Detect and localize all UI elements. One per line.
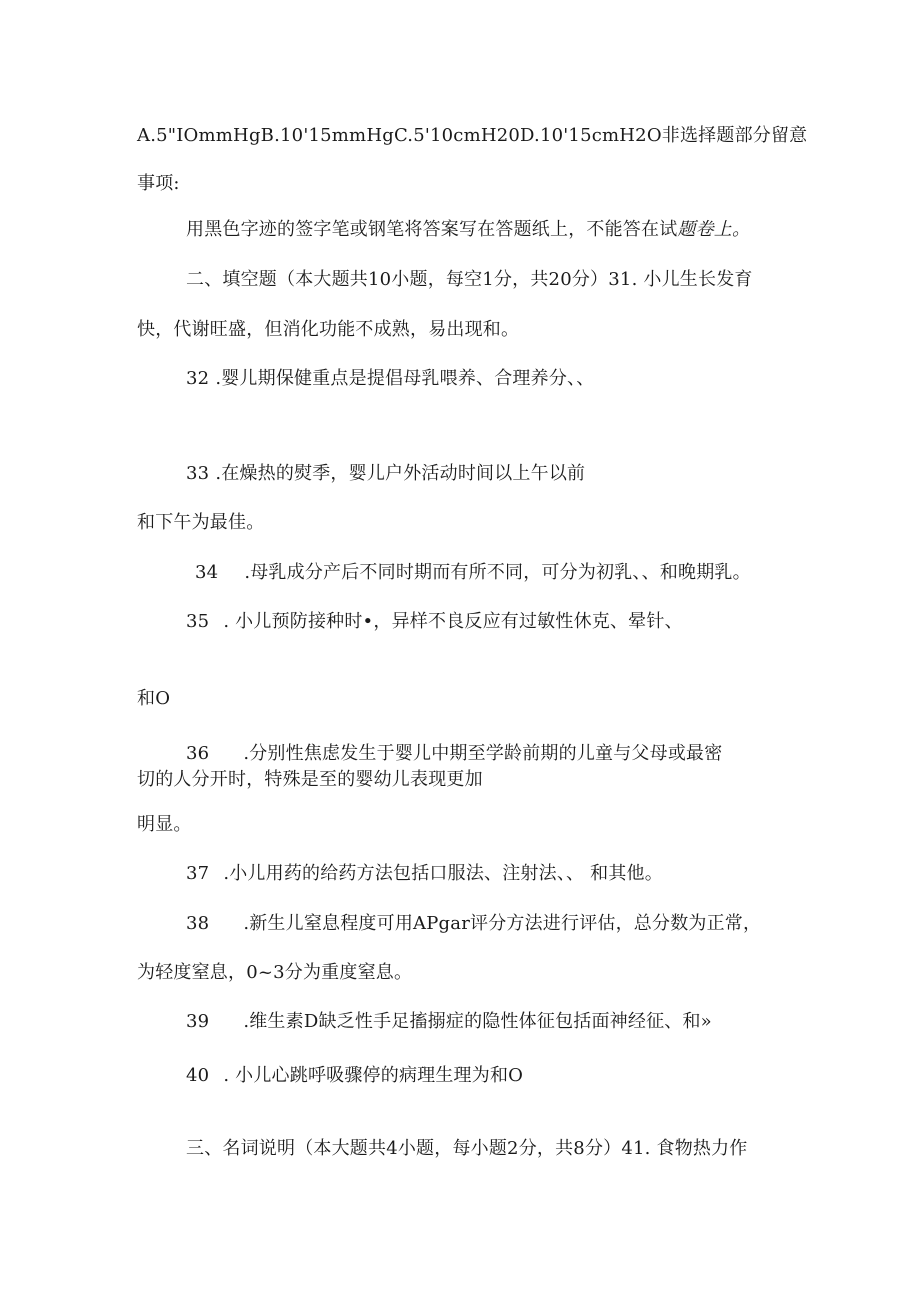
question-36 xyxy=(186,742,722,766)
question-34 xyxy=(195,561,751,585)
question-37 xyxy=(186,862,663,886)
question-32 xyxy=(186,367,594,391)
question-number: 33 xyxy=(186,463,210,484)
question-text: .分别性焦虑发生于婴儿中期至学龄前期的儿童与父母或最密 xyxy=(243,743,723,764)
question-text: .小儿用药的给药方法包括口服法、注射法、、 和其他。 xyxy=(223,863,663,884)
question-number: 40 xyxy=(186,1065,210,1086)
question-38 xyxy=(186,912,761,936)
section-two-heading: 二、填空题（本大题共10小题，每空1分，共20分）31. 小儿生长发育 xyxy=(186,269,753,290)
question-text: . 小儿预防接种时•，异样不良反应有过敏性休克、晕针、 xyxy=(223,611,683,632)
question-31-continuation: 快，代谢旺盛，但消化功能不成熟，易出现和。 xyxy=(137,319,520,340)
question-35-continuation: 和O xyxy=(137,688,171,709)
question-33 xyxy=(186,462,585,486)
question-text: .新生儿窒息程度可用APgar评分方法进行评估，总分数为正常， xyxy=(243,913,762,934)
question-text: . 小儿心跳呼吸骤停的病理生理为和O xyxy=(223,1065,524,1086)
question-38-continuation: 为轻度窒息，0~3分为重度窒息。 xyxy=(137,962,413,983)
question-number: 35 xyxy=(186,611,210,632)
question-text: .在燥热的熨季，婴儿户外活动时间以上午以前 xyxy=(215,463,586,484)
question-40 xyxy=(186,1064,523,1088)
question-33-continuation: 和下午为最佳。 xyxy=(137,512,265,533)
question-36-end: 明显。 xyxy=(137,814,192,835)
question-35 xyxy=(186,610,683,634)
question-number: 34 xyxy=(195,562,219,583)
section-three-heading: 三、名词说明（本大题共4小题，每小题2分，共8分）41. 食物热力作 xyxy=(186,1138,748,1159)
question-number: 36 xyxy=(186,743,210,764)
text-line-notice: 事项: xyxy=(137,173,180,194)
question-text: .维生素D缺乏性手足搐搦症的隐性体征包括面神经征、和» xyxy=(243,1011,712,1032)
question-number: 39 xyxy=(186,1011,210,1032)
instructions-text-italic: 题卷上。 xyxy=(677,219,751,240)
question-36-continuation: 切的人分开时，特殊是至的婴幼儿表现更加 xyxy=(137,769,483,790)
instructions-text: 用黑色字迹的签字笔或钢笔将答案写在答题纸上，不能答在试 xyxy=(186,219,678,240)
question-39 xyxy=(186,1010,712,1034)
question-number: 38 xyxy=(186,913,210,934)
text-line-instructions xyxy=(186,218,750,242)
question-text: .母乳成分产后不同时期而有所不同，可分为初乳、、和晚期乳。 xyxy=(244,562,751,583)
question-number: 32 xyxy=(186,368,210,389)
text-line-units: A.5"IOmmHgB.10'15mmHgC.5'10cmH20D.10'15cmH2O非选择题部分留意 xyxy=(137,125,808,146)
question-number: 37 xyxy=(186,863,210,884)
question-text: .婴儿期保健重点是提倡母乳喂养、合理养分、、 xyxy=(215,368,595,389)
